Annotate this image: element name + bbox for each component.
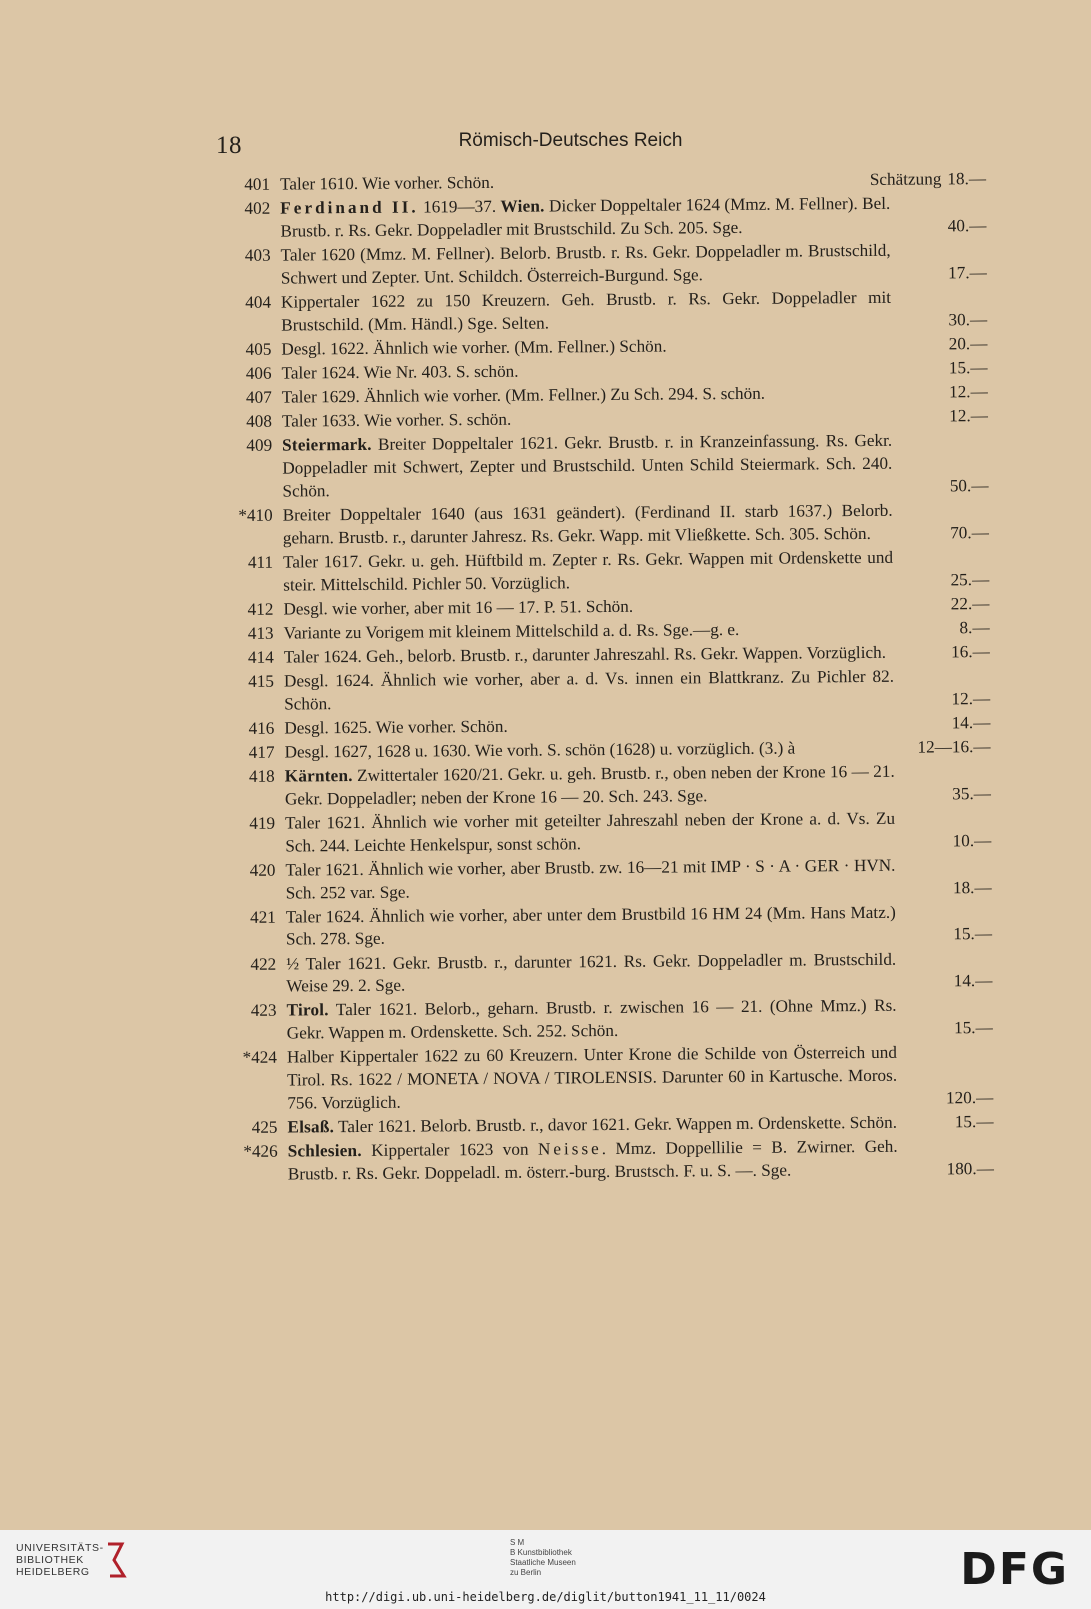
estimate-value: 180.— xyxy=(946,1158,994,1179)
estimate-value: 15.— xyxy=(953,924,993,944)
stamp-line: Staatliche Museen xyxy=(510,1558,576,1567)
estimate-value: 15.— xyxy=(953,1018,993,1038)
lot-estimate xyxy=(948,262,987,285)
lot-number: 418 xyxy=(248,766,275,786)
estimate-value: 20.— xyxy=(948,333,988,354)
lot-entry xyxy=(234,1135,994,1187)
lot-estimate xyxy=(949,357,988,380)
lot-entry xyxy=(227,286,987,338)
lot-number: 411 xyxy=(247,552,274,572)
lot-estimate xyxy=(951,688,990,711)
lot-estimate xyxy=(953,923,992,946)
estimate-value: 15.— xyxy=(954,1112,994,1132)
page-url[interactable]: http://digi.ub.uni-heidelberg.de/diglit/button1941_11_11/0024 xyxy=(325,1590,766,1604)
lot-description: Taler 1629. Ähnlich wie vorher. (Mm. Fellner.) Zu Sch. 294. S. schön. xyxy=(281,383,766,407)
lot-entry xyxy=(229,499,989,551)
lot-description: Taler 1621. Ähnlich wie vorher mit geteilter Jahreszahl neben der Krone a. d. Vs. Zu Sch. 244. Leichte Henkelspur, sonst schön. xyxy=(285,808,896,856)
lot-number: 412 xyxy=(247,599,274,619)
lot-entry xyxy=(232,948,992,1000)
dfg-logo[interactable]: DFG xyxy=(960,1544,1069,1595)
estimate-value: 18.— xyxy=(947,169,987,189)
library-emblem-icon xyxy=(104,1540,134,1580)
lot-number: 404 xyxy=(245,292,272,312)
stamp-line: B Kunstbibliothek xyxy=(510,1548,572,1557)
lot-estimate xyxy=(951,641,990,664)
estimate-value: 12.— xyxy=(951,688,991,709)
lot-estimate xyxy=(954,970,993,993)
lot-estimate xyxy=(948,215,987,238)
lot-number: 403 xyxy=(244,245,271,265)
stamp-line: zu Berlin xyxy=(510,1568,542,1577)
estimate-value: 12—16.— xyxy=(917,736,991,757)
lot-estimate xyxy=(950,569,989,592)
lot-number: *426 xyxy=(243,1141,278,1161)
lot-number: 420 xyxy=(249,860,276,880)
library-logo[interactable] xyxy=(16,1542,104,1578)
lot-estimate xyxy=(955,1111,994,1134)
lot-number: *424 xyxy=(242,1047,278,1068)
lot-description: Desgl. wie vorher, aber mit 16 — 17. P. 51. Schön. xyxy=(283,596,634,619)
estimate-value: 35.— xyxy=(952,783,991,804)
lot-number: 417 xyxy=(248,742,275,762)
lot-entry xyxy=(228,429,989,503)
lot-description: Desgl. 1625. Wie vorher. Schön. xyxy=(284,716,508,738)
estimate-value: 50.— xyxy=(949,475,989,496)
lot-estimate xyxy=(917,736,990,759)
lot-number: 416 xyxy=(248,718,275,738)
lot-description: Taler 1610. Wie vorher. Schön. xyxy=(280,172,495,194)
lot-estimate xyxy=(952,712,991,735)
library-logo-line: BIBLIOTHEK xyxy=(16,1554,84,1566)
lot-description: Taler 1620 (Mmz. M. Fellner). Belorb. Brustb. r. Rs. Gekr. Doppeladler m. Brustschild, Schwert und Zepter. Unt. Schildch. Österreich-Burgund. Sge. xyxy=(280,240,891,288)
estimate-value: 25.— xyxy=(950,569,990,589)
lot-entry xyxy=(227,239,987,291)
lot-list xyxy=(226,168,994,1188)
lot-description: ½ Taler 1621. Gekr. Brustb. r., darunter 1621. Rs. Gekr. Doppeladler m. Brustschild. Weise 29. 2. Sge. xyxy=(286,949,897,996)
lot-number: 425 xyxy=(251,1117,278,1137)
lot-estimate xyxy=(946,1158,993,1181)
estimate-value: 15.— xyxy=(948,357,988,378)
lot-description: Breiter Doppeltaler 1640 (aus 1631 geändert). (Ferdinand II. starb 1637.) Belorb. geharn. Brustb. r., darunter Jahresz. Rs. Gekr. Wapp. mit Vließkette. Sch. 305. Schön. xyxy=(282,500,893,548)
lot-description: Ferdinand II. 1619—37. Wien. Dicker Doppeltaler 1624 (Mmz. M. Fellner). Bel. Brustb. r. Rs. Gekr. Doppeladler mit Brustschild. Zu Sch. 205. Sge. xyxy=(280,193,891,241)
estimate-value: 12.— xyxy=(949,406,988,426)
lot-entry xyxy=(232,901,992,953)
lot-description: Taler 1624. Wie Nr. 403. S. schön. xyxy=(281,361,519,383)
library-logo-line: HEIDELBERG xyxy=(16,1566,90,1578)
lot-number: 402 xyxy=(244,198,271,218)
lot-entry xyxy=(231,760,991,812)
lot-description: Desgl. 1627, 1628 u. 1630. Wie vorh. S. schön (1628) u. vorzüglich. (3.) à xyxy=(284,738,796,762)
lot-entry xyxy=(231,807,991,859)
lot-number: 421 xyxy=(249,907,276,927)
lot-estimate xyxy=(959,617,989,640)
lot-description: Kippertaler 1622 zu 150 Kreuzern. Geh. Brustb. r. Rs. Gekr. Doppeladler mit Brustschild. (Mm. Händl.) Sge. Selten. xyxy=(280,287,892,335)
lot-estimate xyxy=(949,333,988,356)
estimate-value: 18.— xyxy=(952,877,992,897)
estimate-value: 40.— xyxy=(947,215,987,236)
estimate-value: 120.— xyxy=(945,1087,994,1108)
lot-description: Taler 1617. Gekr. u. geh. Hüftbild m. Zepter r. Rs. Gekr. Wappen mit Ordenskette und steir. Mittelschild. Pichler 50. Vorzüglich. xyxy=(282,547,894,595)
lot-number: 401 xyxy=(244,174,271,194)
lot-number: 413 xyxy=(247,623,274,643)
lot-description: Kärnten. Zwittertaler 1620/21. Gekr. u. geh. Brustb. r., oben neben der Krone 16 — 21. Gekr. Doppeladler; neben der Krone 16 — 20. Sch. 243. Sge. xyxy=(284,761,895,809)
lot-number: 408 xyxy=(246,411,273,431)
lot-estimate xyxy=(951,593,990,616)
lot-description: Elsaß. Taler 1621. Belorb. Brustb. r., davor 1621. Gekr. Wappen m. Ordenskette. Schön. xyxy=(287,1112,898,1137)
lot-number: 409 xyxy=(246,435,273,455)
lot-number: 414 xyxy=(247,647,274,667)
lot-estimate xyxy=(870,168,986,192)
lot-description: Taler 1621. Ähnlich wie vorher, aber Brustb. zw. 16—21 mit IMP · S · A · GER · HVN. Sch. 252 var. Sge. xyxy=(285,855,896,903)
lot-description: Taler 1624. Ähnlich wie vorher, aber unter dem Brustbild 16 HM 24 (Mm. Hans Matz.) Sch. 278. Sge. xyxy=(285,902,896,949)
stamp-line: S M xyxy=(510,1538,525,1547)
running-title: Römisch-Deutsches Reich xyxy=(458,130,683,151)
estimate-label: Schätzung xyxy=(869,169,942,189)
lot-entry xyxy=(230,665,990,717)
lot-estimate xyxy=(949,405,988,428)
lot-entry xyxy=(229,546,989,598)
estimate-value: 8.— xyxy=(959,617,990,637)
lot-estimate xyxy=(950,522,989,545)
lot-description: Halber Kippertaler 1622 zu 60 Kreuzern. Unter Krone die Schilde von Österreich und Tirol. Rs. 1622 / MONETA / NOVA / TIROLENSIS. Darunter 60 in Kartusche. Moros. 756. Vorzüglich. xyxy=(286,1043,898,1113)
estimate-value: 14.— xyxy=(951,712,991,733)
lot-estimate xyxy=(948,309,987,332)
lot-number: 407 xyxy=(245,387,272,407)
lot-description: Schlesien. Kippertaler 1623 von Neisse. Mmz. Doppellilie = B. Zwirner. Geh. Brustb. r. Rs. Gekr. Doppeladl. m. österr.-burg. Brustsch. F. u. S. —. Sge. xyxy=(287,1136,898,1184)
lot-estimate xyxy=(950,475,989,498)
lot-estimate xyxy=(953,830,992,853)
estimate-value: 22.— xyxy=(950,593,990,613)
lot-entry xyxy=(226,192,986,244)
estimate-value: 30.— xyxy=(948,309,988,330)
lot-entry xyxy=(233,1041,994,1115)
estimate-value: 12.— xyxy=(948,381,988,402)
estimate-value: 17.— xyxy=(948,262,987,283)
lot-number: 415 xyxy=(248,671,275,691)
lot-estimate xyxy=(949,381,988,404)
page-number: 18 xyxy=(216,132,242,159)
viewer-footer xyxy=(0,1530,1091,1609)
library-logo-line: UNIVERSITÄTS- xyxy=(16,1542,104,1554)
lot-number: *410 xyxy=(238,505,273,525)
lot-description: Taler 1633. Wie vorher. S. schön. xyxy=(281,409,512,431)
lot-estimate xyxy=(953,877,992,900)
lot-number: 419 xyxy=(249,813,276,833)
lot-description: Desgl. 1624. Ähnlich wie vorher, aber a. d. Vs. innen ein Blattkranz. Zu Pichler 82. Schön. xyxy=(283,666,895,714)
lot-estimate xyxy=(954,1017,993,1040)
lot-description: Variante zu Vorigem mit kleinem Mittelschild a. d. Rs. Sge.—g. e. xyxy=(283,619,740,643)
estimate-value: 16.— xyxy=(951,641,990,662)
lot-entry xyxy=(231,854,991,906)
lot-description: Taler 1624. Geh., belorb. Brustb. r., darunter Jahreszahl. Rs. Gekr. Wappen. Vorzüglich. xyxy=(283,642,887,667)
lot-description: Tirol. Taler 1621. Belorb., geharn. Brustb. r. zwischen 16 — 21. (Ohne Mmz.) Rs. Gekr. Wappen m. Ordenskette. Sch. 252. Schön. xyxy=(286,996,897,1043)
lot-description: Steiermark. Breiter Doppeltaler 1621. Gekr. Brustb. r. in Kranzeinfassung. Rs. Gekr. Doppeladler mit Schwert, Zepter und Brustschild. Unten Schild Steiermark. Sch. 240. Schön. xyxy=(282,430,893,501)
estimate-value: 14.— xyxy=(953,971,993,991)
museum-stamp xyxy=(510,1538,576,1578)
lot-number: 405 xyxy=(245,339,272,359)
lot-estimate xyxy=(952,783,991,806)
estimate-value: 10.— xyxy=(952,830,992,850)
estimate-value: 70.— xyxy=(950,522,989,542)
lot-entry xyxy=(232,994,992,1046)
lot-number: 423 xyxy=(250,1001,277,1021)
lot-description: Desgl. 1622. Ähnlich wie vorher. (Mm. Fellner.) Schön. xyxy=(281,336,667,359)
lot-number: 422 xyxy=(250,954,277,974)
lot-number: 406 xyxy=(245,363,272,383)
lot-estimate xyxy=(946,1087,993,1110)
